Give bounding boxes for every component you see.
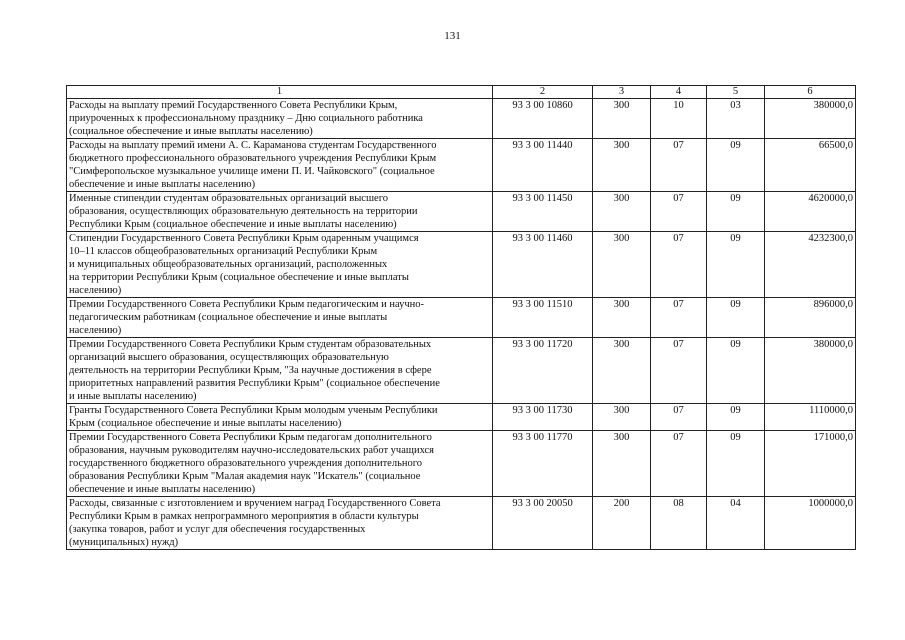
table-row bbox=[67, 99, 856, 139]
budget-table bbox=[66, 85, 856, 550]
row-col-5: 09 bbox=[707, 139, 765, 192]
header-col-4: 4 bbox=[651, 86, 707, 99]
row-code: 93 3 00 11510 bbox=[493, 298, 593, 338]
row-amount: 1110000,0 bbox=[765, 404, 856, 431]
row-amount: 4620000,0 bbox=[765, 192, 856, 232]
row-col-4: 08 bbox=[651, 497, 707, 550]
row-col-4: 07 bbox=[651, 232, 707, 298]
row-description: Стипендии Государственного Совета Республики Крым одаренным учащимся 10–11 классов общеобразовательных организаций Республики Крым и муниципальных общеобразовательных организаций, расположенных на территории Республики Крым (социальное обеспечение и иные выплаты населению) bbox=[67, 232, 493, 298]
row-col-5: 09 bbox=[707, 298, 765, 338]
row-col-3: 300 bbox=[593, 192, 651, 232]
row-col-4: 07 bbox=[651, 431, 707, 497]
table-row bbox=[67, 298, 856, 338]
row-description: Расходы на выплату премий имени А. С. Караманова студентам Государственного бюджетного профессионального образовательного учреждения Республики Крым "Симферопольское музыкальное училище имени П. И. Чайковского" (социальное обеспечение и иные выплаты населению) bbox=[67, 139, 493, 192]
row-code: 93 3 00 20050 bbox=[493, 497, 593, 550]
header-col-1: 1 bbox=[67, 86, 493, 99]
row-col-4: 07 bbox=[651, 298, 707, 338]
row-col-3: 300 bbox=[593, 99, 651, 139]
row-amount: 66500,0 bbox=[765, 139, 856, 192]
row-col-5: 09 bbox=[707, 404, 765, 431]
row-col-5: 09 bbox=[707, 192, 765, 232]
page-number: 131 bbox=[444, 30, 461, 42]
table-row bbox=[67, 232, 856, 298]
row-amount: 1000000,0 bbox=[765, 497, 856, 550]
row-code: 93 3 00 11440 bbox=[493, 139, 593, 192]
row-code: 93 3 00 11730 bbox=[493, 404, 593, 431]
row-code: 93 3 00 11720 bbox=[493, 338, 593, 404]
row-amount: 171000,0 bbox=[765, 431, 856, 497]
table-row bbox=[67, 431, 856, 497]
header-col-6: 6 bbox=[765, 86, 856, 99]
table-row bbox=[67, 497, 856, 550]
row-col-3: 300 bbox=[593, 338, 651, 404]
header-row bbox=[67, 86, 856, 99]
row-col-3: 300 bbox=[593, 232, 651, 298]
header-col-5: 5 bbox=[707, 86, 765, 99]
row-description: Премии Государственного Совета Республики Крым педагогам дополнительного образования, научным руководителям научно-исследовательских работ учащихся государственного бюджетного образовательного учреждения дополнительного образования Республики Крым "Малая академия наук "Искатель" (социальное обеспечение и иные выплаты населению) bbox=[67, 431, 493, 497]
row-col-3: 300 bbox=[593, 404, 651, 431]
header-col-2: 2 bbox=[493, 86, 593, 99]
row-col-4: 07 bbox=[651, 338, 707, 404]
row-description: Премии Государственного Совета Республики Крым педагогическим и научно- педагогическим работникам (социальное обеспечение и иные выплаты населению) bbox=[67, 298, 493, 338]
row-col-4: 10 bbox=[651, 99, 707, 139]
table-row bbox=[67, 192, 856, 232]
row-col-3: 300 bbox=[593, 298, 651, 338]
row-col-5: 03 bbox=[707, 99, 765, 139]
row-col-4: 07 bbox=[651, 192, 707, 232]
row-description: Премии Государственного Совета Республики Крым студентам образовательных организаций высшего образования, осуществляющих образовательную деятельность на территории Республики Крым, "За научные достижения в сфере приоритетных направлений развития Республики Крым" (социальное обеспечение и иные выплаты населению) bbox=[67, 338, 493, 404]
row-description: Именные стипендии студентам образовательных организаций высшего образования, осуществляющих образовательную деятельность на территории Республики Крым (социальное обеспечение и иные выплаты населению) bbox=[67, 192, 493, 232]
row-amount: 896000,0 bbox=[765, 298, 856, 338]
table-row bbox=[67, 338, 856, 404]
row-description: Расходы, связанные с изготовлением и вручением наград Государственного Совета Республики Крым в рамках непрограммного мероприятия в области культуры (закупка товаров, работ и услуг для обеспечения государственных (муниципальных) нужд) bbox=[67, 497, 493, 550]
row-col-5: 04 bbox=[707, 497, 765, 550]
row-col-4: 07 bbox=[651, 404, 707, 431]
row-code: 93 3 00 11770 bbox=[493, 431, 593, 497]
row-col-3: 200 bbox=[593, 497, 651, 550]
table-row bbox=[67, 404, 856, 431]
row-col-5: 09 bbox=[707, 431, 765, 497]
header-col-3: 3 bbox=[593, 86, 651, 99]
row-description: Гранты Государственного Совета Республики Крым молодым ученым Республики Крым (социальное обеспечение и иные выплаты населению) bbox=[67, 404, 493, 431]
row-amount: 4232300,0 bbox=[765, 232, 856, 298]
row-col-3: 300 bbox=[593, 139, 651, 192]
row-code: 93 3 00 11460 bbox=[493, 232, 593, 298]
row-amount: 380000,0 bbox=[765, 338, 856, 404]
row-col-5: 09 bbox=[707, 338, 765, 404]
row-code: 93 3 00 10860 bbox=[493, 99, 593, 139]
row-col-4: 07 bbox=[651, 139, 707, 192]
row-col-3: 300 bbox=[593, 431, 651, 497]
row-code: 93 3 00 11450 bbox=[493, 192, 593, 232]
row-description: Расходы на выплату премий Государственного Совета Республики Крым, приуроченных к профессиональному празднику – Дню социального работника (социальное обеспечение и иные выплаты населению) bbox=[67, 99, 493, 139]
row-col-5: 09 bbox=[707, 232, 765, 298]
row-amount: 380000,0 bbox=[765, 99, 856, 139]
table-row bbox=[67, 139, 856, 192]
